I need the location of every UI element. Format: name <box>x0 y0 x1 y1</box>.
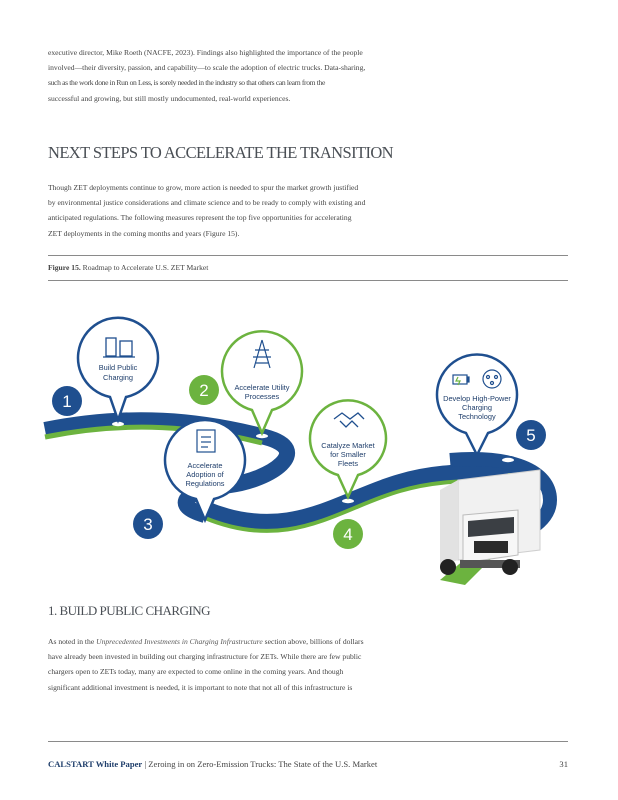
section-reference: Unprecedented Investments in Charging Infrastructure <box>96 637 263 646</box>
roadmap-figure <box>40 305 580 590</box>
step-3-label: Accelerate <box>187 461 223 470</box>
intro-paragraph <box>48 45 562 106</box>
subsection-paragraph <box>48 634 562 695</box>
section-line: anticipated regulations. The following measures represent the top five opportunities for accelerating <box>48 213 352 223</box>
caption-top-rule <box>48 255 568 256</box>
step-5-number: 5 <box>526 426 536 445</box>
intro-line: executive director, Mike Roeth (NACFE, 2023). Findings also highlighted the importance of the people <box>48 48 363 57</box>
intro-line: such as the work done in Run on Less, is sorely needed in the industry so that others can learn from the <box>48 78 325 88</box>
caption-bottom-rule <box>48 280 568 281</box>
section-line: ZET deployments in the coming months and years (Figure 15). <box>48 228 240 238</box>
step-2-number: 2 <box>199 381 209 400</box>
section-paragraph <box>48 180 562 241</box>
figure-label: Figure 15. <box>48 263 81 272</box>
footer-title: | Zeroing in on Zero-Emission Trucks: The State of the U.S. Market <box>142 759 378 769</box>
step-2-label: Accelerate Utility <box>234 383 290 392</box>
step-4-label: Fleets <box>337 459 359 468</box>
step-2-label: Processes <box>244 392 280 401</box>
footer-doc-type: White Paper <box>93 759 143 769</box>
step-1-bubble <box>78 318 158 420</box>
subsection-heading: 1. BUILD PUBLIC CHARGING <box>48 603 211 618</box>
truck-image <box>440 470 540 575</box>
step-1-label: Build Public <box>98 363 138 372</box>
footer-brand: CALSTART <box>48 759 94 769</box>
section-line: by environmental justice considerations and climate science and to be ready to comply with existing and <box>48 198 366 208</box>
step-5-label: Develop High-Power <box>443 394 511 403</box>
subsection-text: As noted in the <box>48 637 97 646</box>
subsection-text: section above, billions of dollars <box>262 637 364 646</box>
step-4-number: 4 <box>343 525 353 544</box>
page-number: 31 <box>559 759 568 769</box>
step-3-label: Regulations <box>185 479 225 488</box>
section-line: Though ZET deployments continue to grow, more action is needed to spur the market growth justified <box>48 183 359 192</box>
step-1-label: Charging <box>103 373 133 382</box>
footer-rule <box>48 741 568 742</box>
subsection-line: chargers open to ZETs today, many are expected to come online in the coming years. And though <box>48 667 344 677</box>
section-heading: NEXT STEPS TO ACCELERATE THE TRANSITION <box>48 143 393 162</box>
figure-caption <box>48 263 208 272</box>
step-5-bubble <box>437 355 517 455</box>
subsection-line: have already been invested in building out charging infrastructure for ZETs. While there are few public <box>48 652 362 662</box>
page-footer <box>48 759 568 769</box>
intro-line: involved—their diversity, passion, and capability—to scale the adoption of electric trucks. Data-sharing, <box>48 63 366 73</box>
step-3-number: 3 <box>143 515 153 534</box>
subsection-line <box>48 634 562 649</box>
step-4-label: Catalyze Market <box>321 441 375 450</box>
step-4-label: for Smaller <box>330 450 366 459</box>
subsection-line: significant additional investment is needed, it is important to note that not all of this infrastructure is <box>48 682 353 692</box>
figure-title: Roadmap to Accelerate U.S. ZET Market <box>80 263 209 272</box>
step-2-bubble <box>222 331 302 433</box>
step-1-number: 1 <box>62 392 72 411</box>
step-5-label: Charging <box>462 403 492 412</box>
step-3-bubble <box>165 420 245 520</box>
step-3-label: Adoption of <box>186 470 224 479</box>
step-5-label: Technology <box>458 412 496 421</box>
intro-line: successful and growing, but still mostly undocumented, real-world experiences. <box>48 93 291 103</box>
